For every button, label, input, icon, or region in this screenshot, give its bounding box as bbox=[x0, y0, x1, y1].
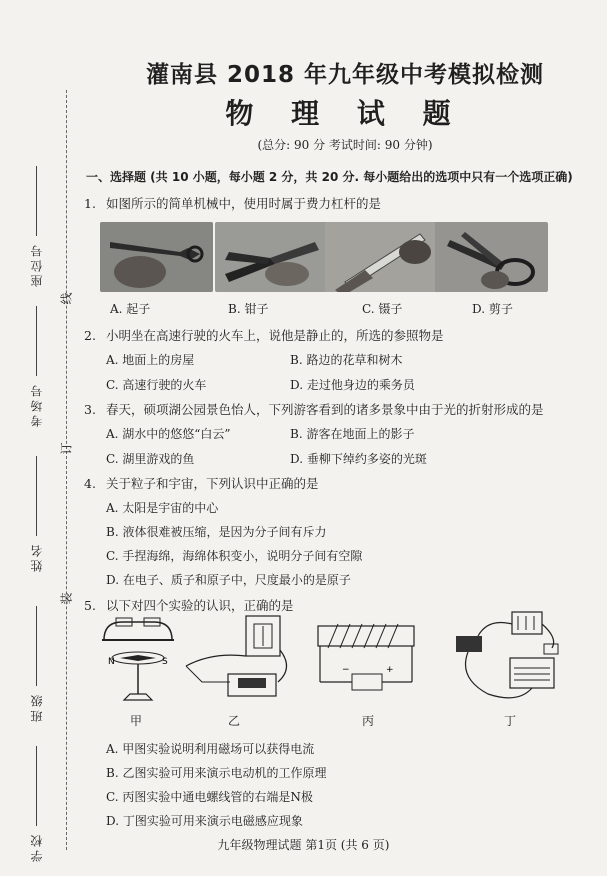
figure-bing-solenoid bbox=[312, 616, 422, 710]
exam-room-blank bbox=[36, 306, 37, 376]
seat-number-blank bbox=[36, 166, 37, 236]
q2-option-d: D. 走过他身边的乘务员 bbox=[290, 378, 415, 392]
question-number: 2. bbox=[84, 328, 96, 343]
battery-plus-label: + bbox=[386, 665, 394, 675]
battery-minus-label: − bbox=[342, 665, 350, 675]
north-pole-label: N bbox=[108, 657, 115, 667]
question-stem: 如图所示的简单机械中，使用时属于费力杠杆的是 bbox=[106, 196, 382, 211]
class-blank bbox=[36, 606, 37, 686]
figure-label-ding: 丁 bbox=[504, 714, 517, 728]
figure-jia-compass bbox=[98, 614, 178, 710]
q5-option-d: D. 丁图实验可用来演示电磁感应现象 bbox=[106, 814, 303, 828]
exam-subject: 物 理 试 题 bbox=[225, 97, 465, 130]
page-footer: 九年级物理试题 第1页 (共 6 页) bbox=[217, 838, 390, 852]
question-3 bbox=[84, 400, 544, 418]
seat-number-field bbox=[28, 160, 45, 287]
figure-ding-motor bbox=[448, 608, 560, 708]
q5-option-b: B. 乙图实验可用来演示电动机的工作原理 bbox=[106, 766, 327, 780]
question-stem: 小明坐在高速行驶的火车上，说他是静止的，所选的参照物是 bbox=[106, 328, 444, 343]
pliers-photo bbox=[215, 222, 328, 292]
q1-option-c: C. 镊子 bbox=[362, 302, 403, 316]
q3-option-a: A. 湖水中的悠悠“白云” bbox=[106, 427, 231, 441]
tweezers-photo bbox=[325, 222, 438, 292]
school-blank bbox=[36, 746, 37, 826]
exam-room-field bbox=[28, 300, 45, 427]
figure-label-bing: 丙 bbox=[362, 714, 375, 728]
score-info: (总分: 90 分 考试时间: 90 分钟) bbox=[257, 138, 433, 152]
q3-option-b: B. 游客在地面上的影子 bbox=[290, 427, 415, 441]
seal-char-line: 线 bbox=[59, 292, 74, 305]
question-number: 3. bbox=[84, 402, 96, 417]
q5-option-c: C. 丙图实验中通电螺线管的右端是N极 bbox=[106, 790, 313, 804]
question-stem: 以下对四个实验的认识，正确的是 bbox=[106, 598, 294, 613]
scissors-photo bbox=[435, 222, 548, 292]
section-title: 一、选择题 (共 10 小题，每小题 2 分，共 20 分. 每小题给出的选项中只有一个选项正确) bbox=[86, 170, 573, 184]
q4-option-c: C. 手捏海绵，海绵体积变小，说明分子间有空隙 bbox=[106, 549, 363, 563]
south-pole-label: S bbox=[162, 657, 168, 667]
exam-room-label: 考场号 bbox=[30, 382, 44, 427]
class-label: 班级 bbox=[30, 692, 44, 722]
q4-option-d: D. 在电子、质子和原子中，尺度最小的是原子 bbox=[106, 573, 351, 587]
seat-number-label: 座位号 bbox=[30, 242, 44, 287]
q2-option-b: B. 路边的花草和树木 bbox=[290, 353, 403, 367]
binding-dashed-line bbox=[66, 90, 67, 850]
class-field bbox=[28, 600, 45, 722]
q3-option-c: C. 湖里游戏的鱼 bbox=[106, 452, 195, 466]
bottle-opener-photo bbox=[100, 222, 213, 292]
q3-option-d: D. 垂柳下绰约多姿的光斑 bbox=[290, 452, 427, 466]
q1-option-b: B. 钳子 bbox=[228, 302, 269, 316]
seal-char-bind: 订 bbox=[59, 442, 74, 455]
question-2 bbox=[84, 326, 444, 344]
seal-char-staple: 装 bbox=[59, 592, 74, 605]
q4-option-a: A. 太阳是宇宙的中心 bbox=[106, 501, 219, 515]
figure-yi-generator bbox=[182, 612, 302, 708]
figure-label-jia: 甲 bbox=[130, 714, 143, 728]
question-number: 5. bbox=[84, 598, 96, 613]
name-field bbox=[28, 450, 45, 572]
figure-label-yi: 乙 bbox=[228, 714, 241, 728]
name-label: 姓名 bbox=[30, 542, 44, 572]
question-stem: 春天，硕项湖公园景色怡人，下列游客看到的诸多景象中由于光的折射形成的是 bbox=[106, 402, 544, 417]
question-1 bbox=[84, 194, 381, 212]
q2-option-c: C. 高速行驶的火车 bbox=[106, 378, 207, 392]
question-number: 1. bbox=[84, 196, 96, 211]
binding-margin bbox=[0, 0, 82, 876]
question-stem: 关于粒子和宇宙，下列认识中正确的是 bbox=[106, 476, 319, 491]
q2-option-a: A. 地面上的房屋 bbox=[106, 353, 195, 367]
q5-option-a: A. 甲图实验说明利用磁场可以获得电流 bbox=[106, 742, 315, 756]
q1-option-a: A. 起子 bbox=[110, 302, 151, 316]
name-blank bbox=[36, 456, 37, 536]
school-label: 学校 bbox=[30, 832, 44, 862]
exam-title: 灌南县 2018 年九年级中考模拟检测 bbox=[145, 62, 545, 88]
q1-option-d: D. 剪子 bbox=[472, 302, 513, 316]
question-4 bbox=[84, 474, 319, 492]
q4-option-b: B. 液体很难被压缩，是因为分子间有斥力 bbox=[106, 525, 327, 539]
question-number: 4. bbox=[84, 476, 96, 491]
